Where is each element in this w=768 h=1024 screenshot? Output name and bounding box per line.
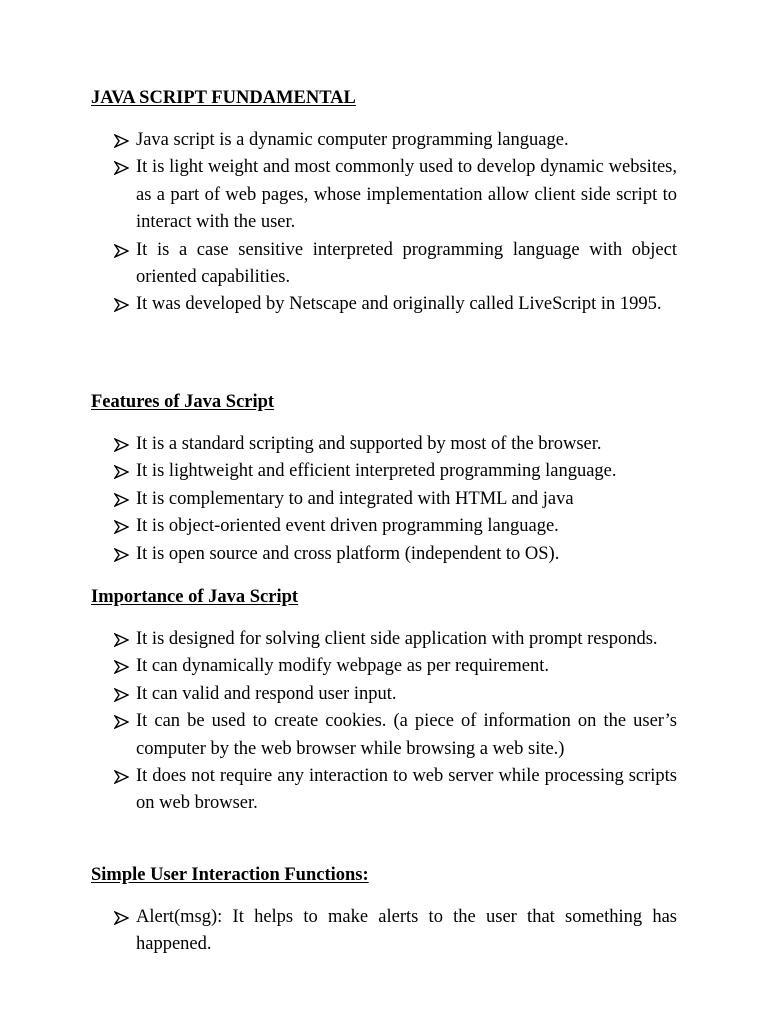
list-item-text: Alert(msg): It helps to make alerts to the user that something has happened. <box>136 907 677 955</box>
list-item-text: It does not require any interaction to web server while processing scripts on web browser. <box>136 766 677 814</box>
list-item <box>136 486 677 513</box>
list-item <box>136 237 677 292</box>
list-item <box>136 904 677 959</box>
arrow-bullet-icon <box>114 291 130 318</box>
arrow-bullet-icon <box>114 904 130 931</box>
list-item <box>136 626 677 653</box>
list-item-text: It can be used to create cookies. (a piece of information on the user’s computer by the web browser while browsing a web site.) <box>136 711 677 759</box>
arrow-bullet-icon <box>114 681 130 708</box>
bullet-list-interaction-functions <box>0 904 677 959</box>
bullet-list-importance <box>0 626 677 818</box>
arrow-bullet-icon <box>114 154 130 181</box>
list-item <box>136 708 677 763</box>
list-item-text: It is a standard scripting and supported by most of the browser. <box>136 434 602 454</box>
list-item-text: It can valid and respond user input. <box>136 683 397 704</box>
section-heading-features: Features of Java Script <box>91 392 275 412</box>
arrow-bullet-icon <box>114 626 130 653</box>
arrow-bullet-icon <box>114 237 130 264</box>
arrow-bullet-icon <box>114 541 130 568</box>
list-item <box>136 291 677 318</box>
bullet-list-features <box>0 431 677 568</box>
arrow-bullet-icon <box>114 431 130 458</box>
list-item <box>136 763 677 818</box>
arrow-bullet-icon <box>114 763 130 790</box>
list-item-text: It was developed by Netscape and originally called LiveScript in 1995. <box>136 294 662 315</box>
list-item <box>136 458 677 485</box>
list-item <box>136 127 677 154</box>
list-item-text: Java script is a dynamic computer programming language. <box>136 130 569 150</box>
arrow-bullet-icon <box>114 708 130 735</box>
list-item-text: It is lightweight and efficient interpreted programming language. <box>136 461 617 482</box>
list-item-text: It is object-oriented event driven programming language. <box>136 516 559 537</box>
list-item-text: It can dynamically modify webpage as per requirement. <box>136 656 550 677</box>
list-item-text: It is a case sensitive interpreted programming language with object oriented capabilities. <box>136 239 677 288</box>
arrow-bullet-icon <box>114 127 130 154</box>
list-item-text: It is open source and cross platform (independent to OS). <box>136 543 560 564</box>
arrow-bullet-icon <box>114 513 130 540</box>
list-item-text: It is complementary to and integrated with HTML and java <box>136 488 574 509</box>
list-item <box>136 541 677 568</box>
section-heading-interaction-functions: Simple User Interaction Functions: <box>91 865 369 885</box>
list-item <box>136 653 677 680</box>
list-item-text: It is designed for solving client side application with prompt responds. <box>136 629 658 649</box>
arrow-bullet-icon <box>114 458 130 485</box>
list-item <box>136 681 677 708</box>
list-item <box>136 154 677 236</box>
list-item <box>136 513 677 540</box>
arrow-bullet-icon <box>114 486 130 513</box>
bullet-list-fundamental <box>0 127 677 319</box>
arrow-bullet-icon <box>114 653 130 680</box>
list-item <box>136 431 677 458</box>
section-heading-fundamental: JAVA SCRIPT FUNDAMENTAL <box>91 88 356 108</box>
section-heading-importance: Importance of Java Script <box>91 587 299 607</box>
list-item-text: It is light weight and most commonly used to develop dynamic websites, as a part of web pages, whose implementation allow client side script to interact with the user. <box>136 157 677 233</box>
